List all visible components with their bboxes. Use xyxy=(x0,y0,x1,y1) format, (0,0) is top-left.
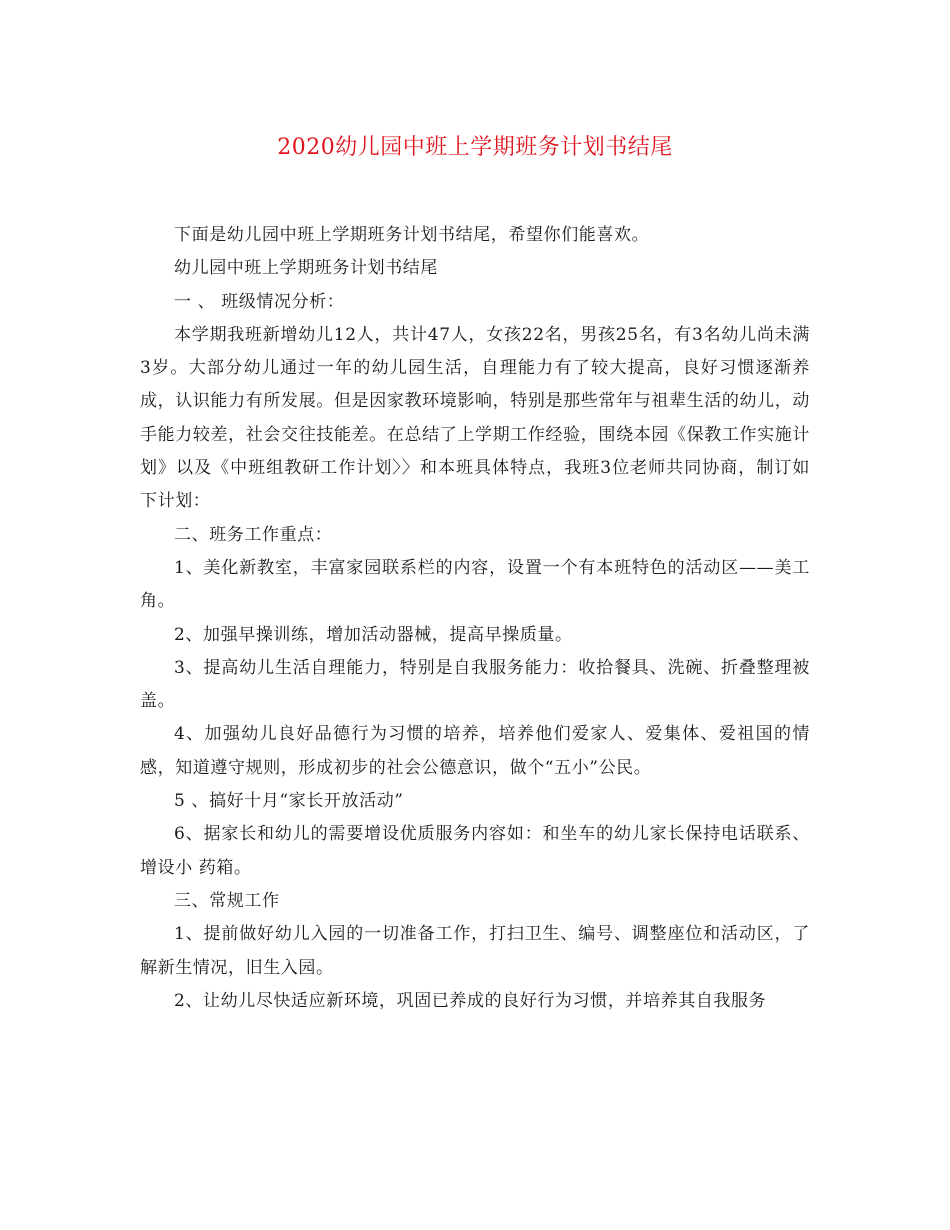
list-item-key-work-1: 1、美化新教室，丰富家园联系栏的内容，设置一个有本班特色的活动区——美工角。 xyxy=(140,557,810,612)
list-item-routine-work-2: 2、让幼儿尽快适应新环境，巩固已养成的良好行为习惯，并培养其自我服务 xyxy=(174,990,767,1011)
document-body xyxy=(140,219,810,1018)
list-item-key-work-2: 2、加强早操训练，增加活动器械，提高早操质量。 xyxy=(174,624,573,645)
list-item-routine-work-1: 1、提前做好幼儿入园的一切准备工作，打扫卫生、编号、调整座位和活动区，了解新生情况，旧生入园。 xyxy=(140,924,810,978)
section-heading-routine-work: 三、常规工作 xyxy=(174,890,280,911)
section-heading-class-analysis: 一 、 班级情况分析： xyxy=(174,291,345,312)
paragraph-subtitle: 幼儿园中班上学期班务计划书结尾 xyxy=(174,258,438,279)
page-title: 2020幼儿园中班上学期班务计划书结尾 xyxy=(277,135,673,160)
section-heading-key-work: 二、班务工作重点： xyxy=(174,524,333,545)
list-item-key-work-3: 3、提高幼儿生活自理能力，特别是自我服务能力：收拾餐具、洗碗、折叠整理被盖。 xyxy=(140,657,810,712)
paragraph-intro: 下面是幼儿园中班上学期班务计划书结尾，希望你们能喜欢。 xyxy=(174,225,650,245)
list-item-key-work-5: 5 、搞好十月“家长开放活动” xyxy=(174,791,404,812)
paragraph-class-analysis: 本学期我班新增幼儿12人，共计47人，女孩22名，男孩25名，有3名幼儿尚未满3岁。大部分幼儿通过一年的幼儿园生活，自理能力有了较大提高，良好习惯逐渐养成，认识能力有所发展。但是因家教环境影响，特别是那些常年与祖辈生活的幼儿，动手能力较差，社会交往技能差。在总结了上学期工作经验，围绕本园《保教工作实施计划》以及《中班组教研工作计划〉〉和本班具体特点，我班3位老师共同协商，制订如下计划： xyxy=(140,324,810,512)
list-item-key-work-4: 4、加强幼儿良好品德行为习惯的培养，培养他们爱家人、爱集体、爱祖国的情感，知道遵守规则，形成初步的社会公德意识，做个“五小”公民。 xyxy=(140,724,810,778)
list-item-key-work-6: 6、据家长和幼儿的需要增设优质服务内容如：和坐车的幼儿家长保持电话联系、增设小 药箱。 xyxy=(140,824,810,878)
